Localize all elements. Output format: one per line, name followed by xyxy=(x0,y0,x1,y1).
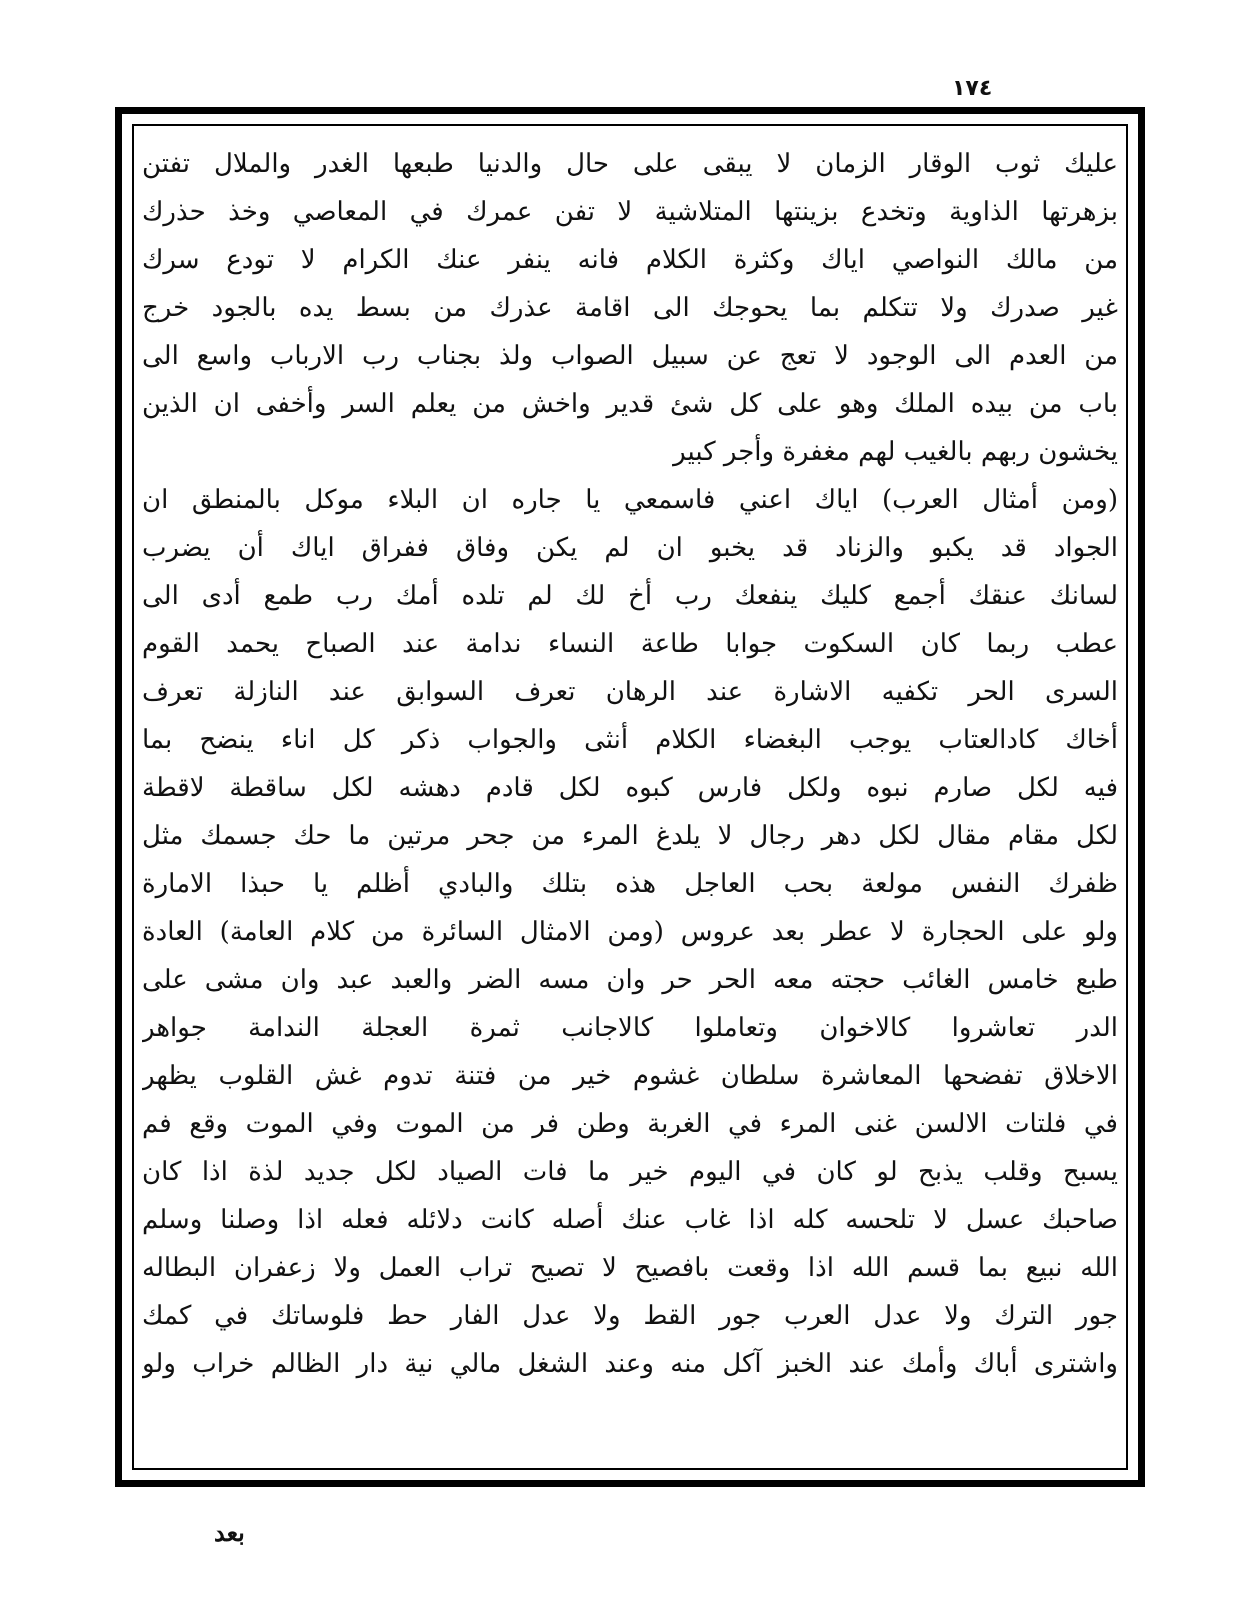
text-line: الله نبيع بما قسم الله اذا وقعت بافصيح لا تصيح تراب العمل ولا زعفران البطاله xyxy=(142,1253,1118,1283)
text-line: واشترى أباك وأمك عند الخبز آكل منه وعند الشغل مالي نية دار الظالم خراب ولو xyxy=(142,1349,1118,1379)
catchword: بعد xyxy=(214,1518,245,1547)
text-line: صاحبك عسل لا تلحسه كله اذا غاب عنك أصله كانت دلائله فعله اذا وصلنا وسلم xyxy=(142,1205,1118,1235)
body-text xyxy=(142,140,1118,1388)
text-line: طبع خامس الغائب حجته معه الحر حر وان مسه الضر والعبد عبد وان مشى على xyxy=(142,965,1118,995)
text-line: السرى الحر تكفيه الاشارة عند الرهان تعرف السوابق عند النازلة تعرف xyxy=(142,677,1118,707)
text-line: في فلتات الالسن غنى المرء في الغربة وطن فر من الموت وفي الموت وقع فم xyxy=(142,1109,1118,1139)
page-number: ١٧٤ xyxy=(952,76,993,101)
text-line: باب من بيده الملك وهو على كل شئ قدير واخش من يعلم السر وأخفى ان الذين xyxy=(142,389,1118,419)
text-line: فيه لكل صارم نبوه ولكل فارس كبوه لكل قادم دهشه لكل ساقطة لاقطة xyxy=(142,773,1118,803)
text-line: ظفرك النفس مولعة بحب العاجل هذه بتلك والبادي أظلم يا حبذا الامارة xyxy=(142,869,1118,899)
text-line: الجواد قد يكبو والزناد قد يخبو ان لم يكن وفاق ففراق اياك أن يضرب xyxy=(142,533,1118,563)
text-line: لسانك عنقك أجمع كليك ينفعك رب أخ لك لم تلده أمك رب طمع أدى الى xyxy=(142,581,1118,611)
text-line: من العدم الى الوجود لا تعج عن سبيل الصواب ولذ بجناب رب الارباب واسع الى xyxy=(142,341,1118,371)
text-line: يسبح وقلب يذبح لو كان في اليوم خير ما فات الصياد لكل جديد لذة اذا كان xyxy=(142,1157,1118,1187)
text-line: بزهرتها الذاوية وتخدع بزينتها المتلاشية لا تفن عمرك في المعاصي وخذ حذرك xyxy=(142,197,1118,227)
text-line: عليك ثوب الوقار الزمان لا يبقى على حال والدنيا طبعها الغدر والملال تفتن xyxy=(142,149,1118,179)
text-line: جور الترك ولا عدل العرب جور القط ولا عدل الفار حط فلوساتك في كمك xyxy=(142,1301,1118,1331)
text-line: عطب ربما كان السكوت جوابا طاعة النساء ندامة عند الصباح يحمد القوم xyxy=(142,629,1118,659)
text-line: ولو على الحجارة لا عطر بعد عروس (ومن الامثال السائرة من كلام العامة) العادة xyxy=(142,917,1118,947)
text-line: الدر تعاشروا كالاخوان وتعاملوا كالاجانب ثمرة العجلة الندامة جواهر xyxy=(142,1013,1118,1043)
text-line: الاخلاق تفضحها المعاشرة سلطان غشوم خير من فتنة تدوم غش القلوب يظهر xyxy=(142,1061,1118,1091)
paragraph-end-line: يخشون ربهم بالغيب لهم مغفرة وأجر كبير xyxy=(673,437,1118,467)
section-heading-line: (ومن أمثال العرب) اياك اعني فاسمعي يا جاره ان البلاء موكل بالمنطق ان xyxy=(142,485,1118,515)
text-line: غير صدرك ولا تتكلم بما يحوجك الى اقامة عذرك من بسط يده بالجود خرج xyxy=(142,293,1118,323)
text-line: أخاك كادالعتاب يوجب البغضاء الكلام أنثى والجواب ذكر كل اناء ينضح بما xyxy=(142,725,1118,755)
text-line: من مالك النواصي اياك وكثرة الكلام فانه ينفر عنك الكرام لا تودع سرك xyxy=(142,245,1118,275)
text-line: لكل مقام مقال لكل دهر رجال لا يلدغ المرء من جحر مرتين ما حك جسمك مثل xyxy=(142,821,1118,851)
